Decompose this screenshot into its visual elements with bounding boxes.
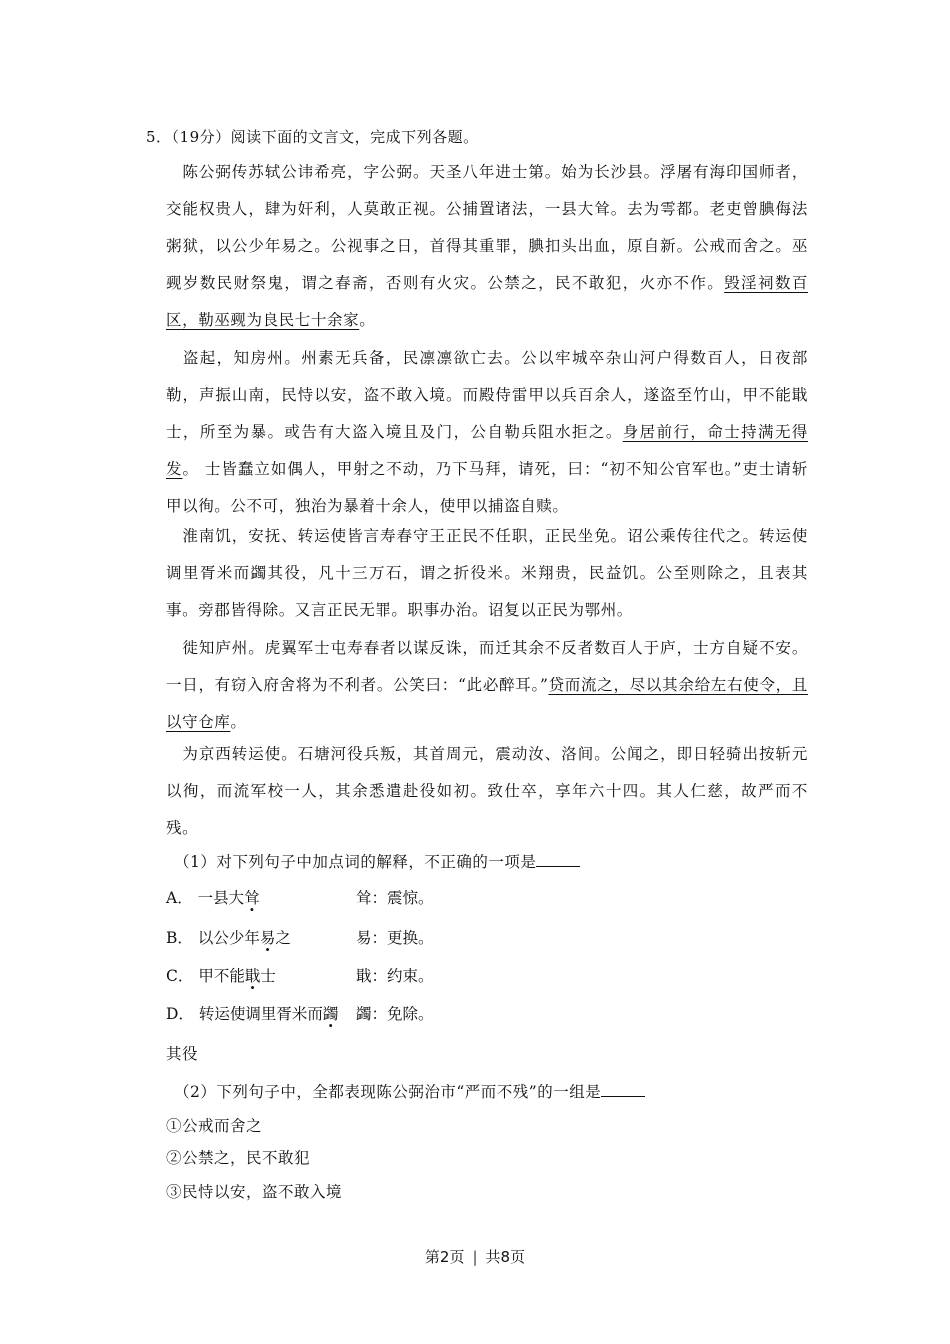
answer-blank[interactable] <box>601 1082 645 1097</box>
prompt-text: （1）对下列句子中加点词的解释，不正确的一项是 <box>174 853 537 871</box>
option-text: 甲不能 <box>198 967 245 985</box>
dotted-word: 戢 <box>244 967 261 985</box>
sub-question-2-prompt <box>174 1080 645 1102</box>
passage-text: 盗起，知房州。州素无兵备，民凛凛欲亡去。公以牢城卒杂山河户得数百人，日夜部勒，声振山南，民恃以安，盗不敢入境。而殿侍雷甲以兵百余人，遂盗至竹山，甲不能戢士，所至为暴。或告有大盗入境且及门，公自勒兵阻水拒之。 <box>166 349 808 441</box>
passage-paragraph-5 <box>166 736 808 847</box>
option-c-explanation: 戢：约束。 <box>356 967 434 985</box>
choice-item-3: ③民恃以安，盗不敢入境 <box>166 1183 343 1201</box>
footer-separator: | <box>472 1248 478 1266</box>
option-c[interactable] <box>166 964 276 986</box>
prompt-text: （2）下列句子中，全都表现陈公弼治市“严而不残”的一组是 <box>174 1083 602 1101</box>
underlined-sentence: 身居前行，命士持满无得发 <box>166 423 808 478</box>
answer-blank[interactable] <box>536 852 580 867</box>
option-letter: A． <box>166 889 193 907</box>
option-letter: B． <box>166 929 193 947</box>
option-text: 一县大 <box>197 889 245 907</box>
footer-text: 共 <box>485 1248 501 1266</box>
passage-paragraph-4 <box>166 630 808 741</box>
footer-text: 页 <box>449 1248 465 1266</box>
dotted-word: 蠲 <box>322 1005 339 1023</box>
passage-paragraph-2 <box>166 340 808 525</box>
footer-text: 第 <box>424 1248 440 1266</box>
option-b[interactable] <box>166 926 291 948</box>
punctuation: 。 <box>359 311 376 329</box>
footer-text: 页 <box>510 1248 526 1266</box>
option-text: 之 <box>275 929 291 947</box>
dotted-word: 易 <box>259 929 276 947</box>
passage-text: 陈公弼传苏轼公讳希亮，字公弼。天圣八年进士第。始为长沙县。浮屠有海印国师者，交能权贵人，肆为奸利，人莫敢正视。公捕置诸法，一县大耸。去为雩都。老吏曾腆侮法粥狱，以公少年易之。公视事之日，首得其重罪，腆扣头出血，原自新。公戒而舍之。巫觋岁数民财祭鬼，谓之春斋，否则有火灾。公禁之，民不敢犯，火亦不作。 <box>166 163 808 292</box>
passage-text: 徙知庐州。虎翼军士屯寿春者以谋反诛，而迁其余不反者数百人于庐，士方自疑不安。一日，有窃入府舍将为不利者。公笑曰：“此必醉耳。” <box>166 639 808 694</box>
passage-paragraph-3 <box>166 518 808 629</box>
page-total: 8 <box>500 1248 511 1266</box>
passage-text: 。 士皆蠢立如偶人，甲射之不动，乃下马拜，请死，曰：“初不知公官军也。”吏士请斩甲以徇。公不可，独治为暴着十余人，使甲以捕盗自赎。 <box>166 460 808 515</box>
option-text: 转运使调里胥米而 <box>198 1005 323 1023</box>
choice-item-2: ②公禁之，民不敢犯 <box>166 1149 311 1167</box>
underlined-sentence: 贷而流之，尽以其余给左右使令，且以守仓库 <box>166 676 808 731</box>
punctuation: 。 <box>230 713 247 731</box>
option-text: 以公少年 <box>197 929 260 947</box>
option-a-explanation: 耸：震惊。 <box>356 889 434 907</box>
page-number: 2 <box>439 1248 450 1266</box>
page-footer <box>0 1246 950 1267</box>
underlined-sentence: 毁淫祠数百区，勒巫觋为良民七十余家 <box>166 274 808 329</box>
passage-text: 淮南饥，安抚、转运使皆言寿春守王正民不任职，正民坐免。诏公乘传往代之。转运使调里胥米而蠲其役，凡十三万石，谓之折役米。米翔贵，民益饥。公至则除之，且表其事。旁郡皆得除。又言正民无罪。职事办治。诏复以正民为鄂州。 <box>166 527 808 619</box>
passage-text: 为京西转运使。石塘河役兵叛，其首周元，震动汝、洛间。公闻之，即日轻骑出按斩元以徇，而流军校一人，其余悉遣赴役如初。致仕卒，享年六十四。其人仁慈，故严而不残。 <box>166 745 808 837</box>
option-d-wrap: 其役 <box>166 1045 199 1063</box>
sub-question-1-prompt <box>174 850 580 872</box>
passage-paragraph-1 <box>166 154 808 339</box>
option-letter: D． <box>166 1005 194 1023</box>
option-text: 士 <box>260 967 276 985</box>
question-title: 5．（19分）阅读下面的文言文，完成下列各题。 <box>146 128 479 146</box>
choice-item-1: ①公戒而舍之 <box>166 1117 263 1135</box>
option-d[interactable] <box>166 1002 338 1024</box>
option-a[interactable] <box>166 886 260 908</box>
option-letter: C． <box>166 967 194 985</box>
option-b-explanation: 易：更换。 <box>356 929 434 947</box>
dotted-word: 耸 <box>244 889 260 907</box>
option-d-explanation: 蠲：免除。 <box>356 1005 434 1023</box>
